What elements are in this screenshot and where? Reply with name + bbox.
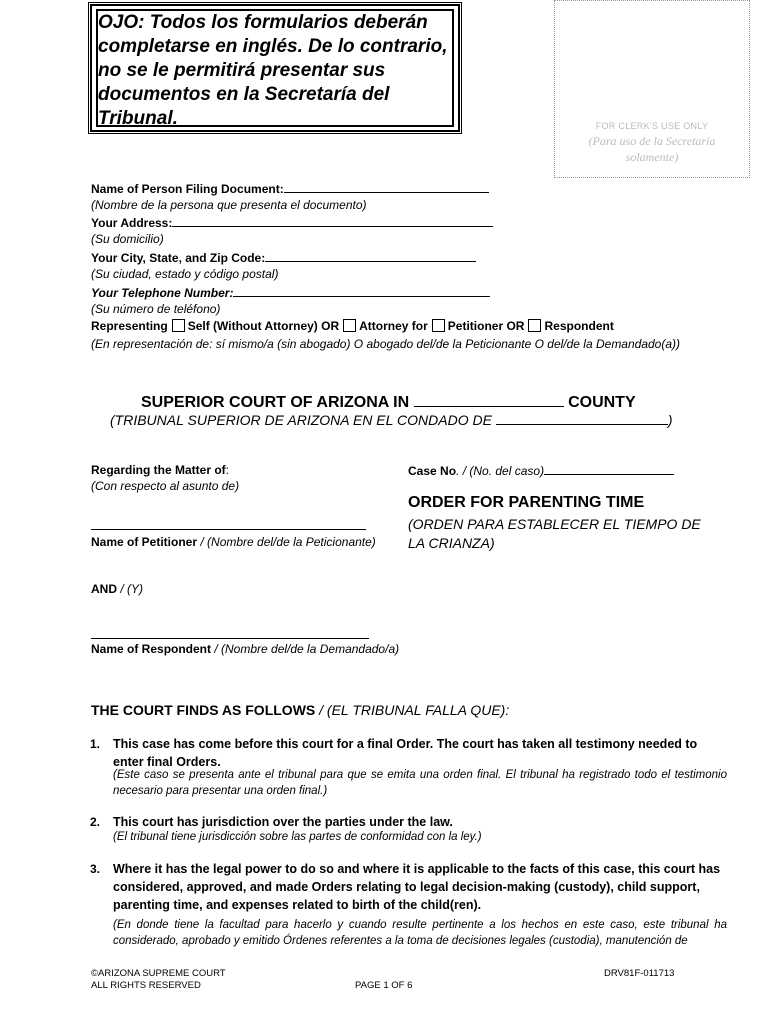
address-label-es: (Su domicilio) [91, 232, 164, 246]
footer-form-id: DRV81F-011713 [604, 968, 675, 979]
footer-copyright: ©ARIZONA SUPREME COURT [91, 968, 226, 979]
petitioner-checkbox[interactable] [432, 319, 445, 332]
and-label: AND [91, 582, 117, 596]
respondent-label-row [91, 641, 399, 658]
petitioner-option-label: Petitioner OR [447, 319, 525, 333]
filer-name-label: Name of Person Filing Document: [91, 182, 284, 196]
respondent-checkbox[interactable] [528, 319, 541, 332]
filer-name-row [91, 180, 489, 198]
phone-label: Your Telephone Number: [91, 286, 234, 300]
regarding-label: Regarding the Matter of [91, 463, 226, 477]
respondent-label-es: / (Nombre del/de la Demandado/a) [211, 642, 400, 656]
findings-heading-es: / (EL TRIBUNAL FALLA QUE): [315, 702, 510, 718]
clerk-label-en: FOR CLERK'S USE ONLY [595, 121, 709, 131]
court-title-es [110, 412, 673, 428]
city-label-es: (Su ciudad, estado y código postal) [91, 267, 279, 281]
city-label: Your City, State, and Zip Code: [91, 251, 266, 265]
court-title [141, 392, 636, 412]
regarding-label-es: (Con respecto al asunto de) [91, 479, 240, 493]
item-2-number: 2. [90, 815, 101, 829]
court-title-prefix: SUPERIOR COURT OF ARIZONA IN [141, 394, 410, 411]
petitioner-name-field[interactable] [91, 529, 366, 530]
court-title-suffix: COUNTY [568, 394, 636, 411]
phone-row [91, 284, 490, 302]
attorney-option-label: Attorney for [359, 319, 428, 333]
item-1-number: 1. [90, 737, 101, 751]
order-title-es: (ORDEN PARA ESTABLECER EL TIEMPO DE LA CRIANZA) [408, 516, 701, 551]
footer-rights: ALL RIGHTS RESERVED [91, 980, 201, 991]
case-no-field[interactable] [544, 462, 674, 475]
respondent-option-label: Respondent [544, 319, 614, 333]
notice-text: OJO: Todos los formularios deberán completarse en inglés. De lo contrario, no se le permitirá presentar sus documentos en la Secretaría del Tribunal. [98, 12, 448, 129]
attorney-checkbox[interactable] [343, 319, 356, 332]
representing-row [91, 318, 614, 335]
petitioner-label: Name of Petitioner [91, 535, 198, 549]
case-no-row [408, 462, 674, 480]
item-3-text: Where it has the legal power to do so and where it is applicable to the facts of this case, this court has considered, approved, and made Orders relating to legal decision-making (custody), child support, parenting time, and expenses related to birth of the child(ren). [113, 862, 721, 912]
spanish-notice-box [88, 2, 462, 134]
city-field[interactable] [265, 249, 476, 262]
regarding-colon: : [225, 463, 230, 477]
regarding-row [91, 462, 229, 479]
county-field[interactable] [414, 392, 564, 407]
court-title-es-suffix: ) [667, 412, 673, 428]
address-field[interactable] [172, 214, 493, 227]
item-2-text-es: (El tribunal tiene jurisdicción sobre las partes de conformidad con la ley.) [113, 831, 482, 843]
clerk-label-es: (Para uso de la Secretaría solamente) [588, 134, 716, 164]
item-2-text: This court has jurisdiction over the parties under the law. [113, 815, 453, 829]
item-3-text-es: (En donde tiene la facultad para hacerlo y cuando resulte pertinente a los hechos en este caso, este tribunal ha considerado, aprobado y emitido Órdenes referentes a la toma de decisiones legales (custodia), manutención de [113, 919, 727, 947]
item-1-text: This case has come before this court for a final Order. The court has taken all testimony needed to enter final Orders. [113, 737, 698, 769]
filer-name-field[interactable] [284, 180, 489, 193]
address-row [91, 214, 493, 232]
findings-heading [91, 702, 509, 720]
case-no-label-es: . / (No. del caso) [456, 464, 545, 478]
self-checkbox[interactable] [172, 319, 185, 332]
and-row [91, 581, 143, 598]
clerk-use-box [554, 0, 750, 178]
order-title: ORDER FOR PARENTING TIME [408, 494, 645, 511]
case-no-label: Case No [408, 464, 457, 478]
filer-name-label-es: (Nombre de la persona que presenta el documento) [91, 198, 367, 212]
petitioner-label-row [91, 534, 376, 551]
footer-page: PAGE 1 OF 6 [355, 980, 413, 991]
court-title-es-prefix: (TRIBUNAL SUPERIOR DE ARIZONA EN EL CONDADO DE [110, 412, 492, 428]
item-1-text-es: (Este caso se presenta ante el tribunal para que se emita una orden final. El tribunal ha registrado todo el testimonio necesario para presentar una orden final.) [113, 769, 727, 797]
phone-label-es: (Su número de teléfono) [91, 302, 221, 316]
county-field-es[interactable] [496, 412, 668, 425]
respondent-name-field[interactable] [91, 638, 369, 639]
findings-heading-en: THE COURT FINDS AS FOLLOWS [91, 702, 316, 718]
representing-label: Representing [91, 319, 168, 333]
item-3-number: 3. [90, 862, 101, 876]
petitioner-label-es: / (Nombre del/de la Peticionante) [197, 535, 376, 549]
phone-field[interactable] [233, 284, 490, 297]
self-option-label: Self (Without Attorney) OR [187, 319, 340, 333]
respondent-label: Name of Respondent [91, 642, 212, 656]
and-label-es: / (Y) [117, 582, 143, 596]
city-row [91, 249, 476, 267]
address-label: Your Address: [91, 216, 173, 230]
representing-label-es: (En representación de: sí mismo/a (sin abogado) O abogado del/de la Peticionante O del/de la Demandado(a)) [91, 337, 681, 351]
